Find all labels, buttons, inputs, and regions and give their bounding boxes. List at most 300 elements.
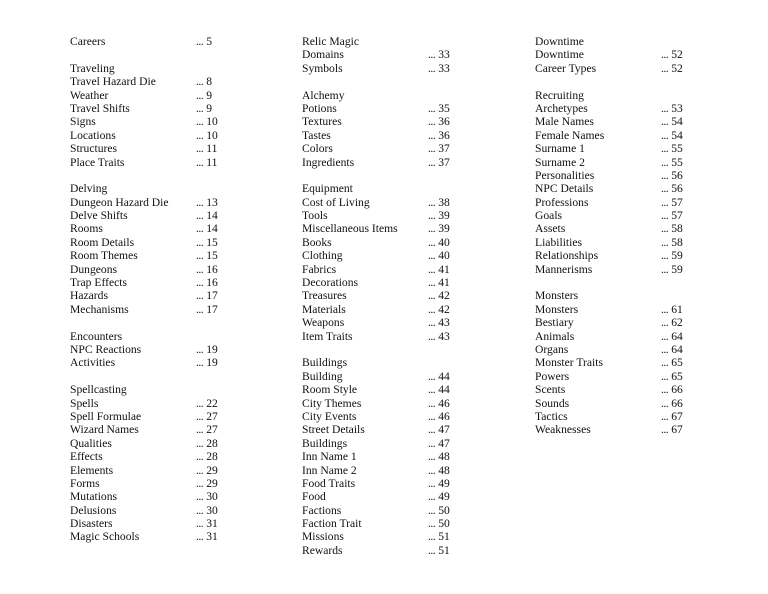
entry-label: Assets [535,222,566,236]
leader-dots: ... [428,490,436,504]
leader-dots: ... [428,235,436,249]
entry-page-number [196,263,218,276]
entry-label: Faction Trait [302,517,362,531]
toc-section [535,89,735,276]
entry-page-number [661,249,683,262]
entry-page-number [428,156,450,169]
toc-entry[interactable] [535,169,735,182]
toc-entry[interactable] [70,222,270,235]
toc-entry[interactable] [70,276,270,289]
toc-entry[interactable] [302,423,502,436]
page-number: 33 [438,61,450,75]
toc-entry[interactable] [535,370,735,383]
entry-label: Signs [70,115,96,129]
entry-page-number [196,450,218,463]
leader-dots: ... [196,235,204,249]
leader-dots: ... [661,209,669,223]
leader-dots: ... [428,262,436,276]
section-heading: Monsters [535,289,579,303]
page-number: 55 [671,155,683,169]
leader-dots: ... [196,289,204,303]
leader-dots: ... [196,450,204,464]
page-number: 16 [206,276,218,290]
toc-entry[interactable] [535,236,735,249]
leader-dots: ... [661,222,669,236]
entry-label: Structures [70,142,118,156]
entry-page-number [428,544,450,557]
page-number: 31 [206,530,218,544]
entry-label: Mutations [70,490,118,504]
leader-dots: ... [661,155,669,169]
page-number: 56 [671,168,683,182]
section-heading: Relic Magic [302,35,359,48]
toc-entry[interactable] [302,383,502,396]
leader-dots: ... [428,249,436,263]
entry-label: Dungeon Hazard Die [70,195,169,209]
toc-entry[interactable] [302,102,502,115]
entry-label: Professions [535,195,589,209]
entry-label: NPC Details [535,182,594,196]
toc-section [70,330,270,370]
page-number: 54 [671,115,683,129]
leader-dots: ... [661,235,669,249]
entry-page-number [196,209,218,222]
entry-page-number [428,477,450,490]
toc-section [302,356,502,557]
entry-label: Rewards [302,543,343,557]
page-number: 36 [438,115,450,129]
entry-label: Clothing [302,249,343,263]
toc-entry[interactable] [302,156,502,169]
page-number: 9 [206,101,212,115]
toc-entry[interactable] [70,464,270,477]
leader-dots: ... [661,316,669,330]
entry-page-number [196,75,212,88]
toc-entry[interactable] [70,115,270,128]
toc-entry[interactable] [535,62,735,75]
toc-entry[interactable] [302,437,502,450]
entry-page-number [661,182,683,195]
toc-entry[interactable] [535,397,735,410]
entry-page-number [661,263,683,276]
section-heading: Downtime [535,35,584,48]
toc-entry[interactable] [302,330,502,343]
leader-dots: ... [196,530,204,544]
section-heading: Traveling [70,61,115,75]
leader-dots: ... [428,409,436,423]
leader-dots: ... [661,409,669,423]
leader-dots: ... [428,316,436,330]
entry-label: Delusions [70,503,117,517]
leader-dots: ... [196,249,204,263]
toc-entry[interactable] [535,115,735,128]
toc-entry[interactable] [535,249,735,262]
entry-page-number [661,156,683,169]
entry-label: Buildings [302,436,348,450]
toc-entry[interactable] [302,517,502,530]
toc-entry[interactable] [302,316,502,329]
page-number: 46 [438,409,450,423]
toc-entry[interactable] [70,437,270,450]
leader-dots: ... [428,222,436,236]
page-number: 42 [438,289,450,303]
toc-entry[interactable] [302,249,502,262]
toc-entry[interactable] [70,530,270,543]
leader-dots: ... [196,409,204,423]
leader-dots: ... [428,101,436,115]
page-number: 55 [671,142,683,156]
page-number: 51 [438,543,450,557]
page-number: 40 [438,235,450,249]
leader-dots: ... [428,463,436,477]
entry-label: Surname 2 [535,155,585,169]
leader-dots: ... [428,383,436,397]
leader-dots: ... [428,276,436,290]
page-number: 66 [671,383,683,397]
entry-page-number [661,196,683,209]
entry-label: Spells [70,396,99,410]
entry-page-number [428,236,450,249]
entry-page-number [196,464,218,477]
leader-dots: ... [196,88,204,102]
toc-entry[interactable] [535,423,735,436]
leader-dots: ... [661,195,669,209]
toc-entry[interactable] [535,330,735,343]
page-number: 67 [671,423,683,437]
entry-label: Animals [535,329,575,343]
entry-label: Mechanisms [70,302,129,316]
leader-dots: ... [661,302,669,316]
page-number: 30 [206,490,218,504]
entry-label: Travel Hazard Die [70,75,156,89]
page-number: 47 [438,436,450,450]
entry-page-number [196,504,218,517]
page-number: 14 [206,209,218,223]
page-number: 40 [438,249,450,263]
leader-dots: ... [661,342,669,356]
toc-section [535,35,735,75]
toc-entry[interactable] [535,142,735,155]
page-number: 14 [206,222,218,236]
page-number: 41 [438,262,450,276]
toc-entry[interactable] [535,102,735,115]
entry-page-number [661,129,683,142]
toc-entry[interactable] [70,196,270,209]
leader-dots: ... [428,61,436,75]
toc-entry[interactable] [302,397,502,410]
toc-entry[interactable] [535,129,735,142]
toc-entry[interactable] [535,356,735,369]
page-number: 50 [438,503,450,517]
entry-page-number [661,48,683,61]
toc-entry[interactable] [70,129,270,142]
toc-entry[interactable] [535,222,735,235]
toc-entry[interactable] [302,410,502,423]
toc-entry[interactable] [70,289,270,302]
toc-entry[interactable] [535,383,735,396]
leader-dots: ... [196,276,204,290]
page-number: 35 [438,101,450,115]
toc-section [302,35,502,75]
toc-entry[interactable] [535,303,735,316]
entry-page-number [428,263,450,276]
entry-label: Monster Traits [535,356,603,370]
leader-dots: ... [428,302,436,316]
toc-entry[interactable] [70,490,270,503]
page-number: 52 [671,48,683,62]
toc-entry[interactable] [70,263,270,276]
page-number: 38 [438,195,450,209]
toc-entry[interactable] [70,450,270,463]
entry-label: Powers [535,369,570,383]
toc-entry[interactable] [70,35,270,48]
page-number: 54 [671,128,683,142]
toc-entry[interactable] [535,156,735,169]
entry-label: Textures [302,115,342,129]
entry-label: Magic Schools [70,530,140,544]
toc-entry[interactable] [70,423,270,436]
entry-page-number [428,276,450,289]
page-number: 47 [438,423,450,437]
toc-entry[interactable] [70,75,270,88]
entry-label: Organs [535,342,569,356]
entry-page-number [661,236,683,249]
leader-dots: ... [661,115,669,129]
page-number: 19 [206,342,218,356]
toc-entry[interactable] [535,196,735,209]
entry-label: Activities [70,356,116,370]
page-number: 39 [438,222,450,236]
entry-label: Personalities [535,168,595,182]
entry-page-number [196,289,218,302]
entry-label: Cost of Living [302,195,370,209]
toc-entry[interactable] [302,263,502,276]
toc-entry[interactable] [535,343,735,356]
entry-page-number [196,115,218,128]
page-number: 39 [438,209,450,223]
leader-dots: ... [196,302,204,316]
leader-dots: ... [428,543,436,557]
toc-entry[interactable] [302,370,502,383]
toc-entry[interactable] [302,303,502,316]
page-number: 52 [671,61,683,75]
toc-entry[interactable] [535,316,735,329]
section-heading: Encounters [70,329,123,343]
toc-entry[interactable] [535,410,735,423]
entry-page-number [428,115,450,128]
entry-label: Delve Shifts [70,209,128,223]
entry-label: Male Names [535,115,594,129]
entry-page-number [196,303,218,316]
entry-label: Inn Name 2 [302,463,357,477]
toc-entry[interactable] [302,477,502,490]
entry-page-number [428,209,450,222]
toc-entry[interactable] [535,182,735,195]
toc-entry[interactable] [302,48,502,61]
page-number: 29 [206,476,218,490]
entry-label: Domains [302,48,344,62]
toc-section [302,182,502,343]
leader-dots: ... [428,142,436,156]
page-number: 41 [438,276,450,290]
toc-entry[interactable] [70,236,270,249]
entry-page-number [196,356,218,369]
toc-entry[interactable] [302,62,502,75]
entry-page-number [428,48,450,61]
page-number: 37 [438,142,450,156]
leader-dots: ... [661,182,669,196]
toc-entry[interactable] [302,464,502,477]
entry-page-number [196,35,212,48]
toc-entry[interactable] [302,490,502,503]
toc-entry[interactable] [70,249,270,262]
toc-entry[interactable] [70,209,270,222]
toc-entry[interactable] [70,504,270,517]
entry-page-number [428,289,450,302]
toc-entry[interactable] [70,517,270,530]
toc-entry[interactable] [302,276,502,289]
entry-label: Treasures [302,289,347,303]
page-number: 10 [206,128,218,142]
entry-page-number [661,303,683,316]
page-number: 49 [438,476,450,490]
leader-dots: ... [661,101,669,115]
entry-label: Miscellaneous Items [302,222,398,236]
leader-dots: ... [428,530,436,544]
toc-entry[interactable] [535,263,735,276]
toc-section [70,62,270,169]
entry-label: Item Traits [302,329,353,343]
entry-page-number [661,209,683,222]
toc-entry[interactable] [302,142,502,155]
entry-label: Trap Effects [70,276,127,290]
entry-label: Weather [70,88,109,102]
page-number: 56 [671,182,683,196]
entry-label: Dungeons [70,262,118,276]
page-number: 10 [206,115,218,129]
leader-dots: ... [196,75,204,89]
toc-entry[interactable] [302,289,502,302]
entry-page-number [196,477,218,490]
leader-dots: ... [428,423,436,437]
entry-label: Monsters [535,302,579,316]
toc-entry[interactable] [302,530,502,543]
leader-dots: ... [196,503,204,517]
leader-dots: ... [196,490,204,504]
page-number: 48 [438,450,450,464]
leader-dots: ... [661,61,669,75]
entry-page-number [428,330,450,343]
page-number: 27 [206,409,218,423]
toc-entry[interactable] [70,156,270,169]
page-number: 65 [671,356,683,370]
leader-dots: ... [196,209,204,223]
entry-page-number [196,236,218,249]
leader-dots: ... [661,329,669,343]
toc-entry[interactable] [302,222,502,235]
entry-page-number [196,102,212,115]
toc-entry[interactable] [70,356,270,369]
entry-page-number [428,383,450,396]
page-number: 5 [206,35,212,48]
toc-entry[interactable] [302,196,502,209]
toc-entry[interactable] [70,89,270,102]
page-number: 8 [206,75,212,89]
leader-dots: ... [661,369,669,383]
leader-dots: ... [428,517,436,531]
toc-entry[interactable] [302,129,502,142]
leader-dots: ... [428,115,436,129]
entry-page-number [661,410,683,423]
entry-label: Books [302,235,332,249]
leader-dots: ... [661,262,669,276]
toc-entry[interactable] [70,410,270,423]
leader-dots: ... [196,128,204,142]
toc-entry[interactable] [302,236,502,249]
entry-label: Forms [70,476,100,490]
page-number: 62 [671,316,683,330]
leader-dots: ... [196,195,204,209]
toc-entry[interactable] [302,544,502,557]
toc-entry[interactable] [535,209,735,222]
entry-page-number [428,464,450,477]
toc-entry[interactable] [70,142,270,155]
entry-label: Female Names [535,128,605,142]
entry-label: Career Types [535,61,597,75]
leader-dots: ... [196,342,204,356]
entry-page-number [428,530,450,543]
entry-page-number [428,303,450,316]
toc-entry[interactable] [70,477,270,490]
entry-label: Sounds [535,396,570,410]
entry-label: Goals [535,209,563,223]
leader-dots: ... [196,262,204,276]
entry-label: Effects [70,450,103,464]
entry-page-number [428,249,450,262]
toc-entry[interactable] [302,209,502,222]
toc-section [70,35,270,48]
toc-entry[interactable] [70,303,270,316]
toc-entry[interactable] [302,115,502,128]
leader-dots: ... [661,48,669,62]
toc-section [302,89,502,169]
entry-page-number [428,62,450,75]
leader-dots: ... [661,168,669,182]
entry-label: Downtime [535,48,584,62]
toc-entry[interactable] [535,48,735,61]
entry-page-number [196,343,218,356]
page-number: 27 [206,423,218,437]
entry-label: Decorations [302,276,359,290]
entry-label: Colors [302,142,333,156]
entry-page-number [196,490,218,503]
toc-entry[interactable] [70,397,270,410]
entry-label: Relationships [535,249,599,263]
page-number: 31 [206,517,218,531]
leader-dots: ... [661,423,669,437]
page-number: 57 [671,195,683,209]
entry-page-number [196,156,217,169]
toc-entry[interactable] [70,102,270,115]
entry-page-number [196,142,217,155]
entry-page-number [661,370,683,383]
entry-label: Scents [535,383,566,397]
toc-entry[interactable] [302,450,502,463]
toc-entry[interactable] [70,343,270,356]
leader-dots: ... [661,383,669,397]
toc-entry[interactable] [302,504,502,517]
entry-page-number [196,517,218,530]
